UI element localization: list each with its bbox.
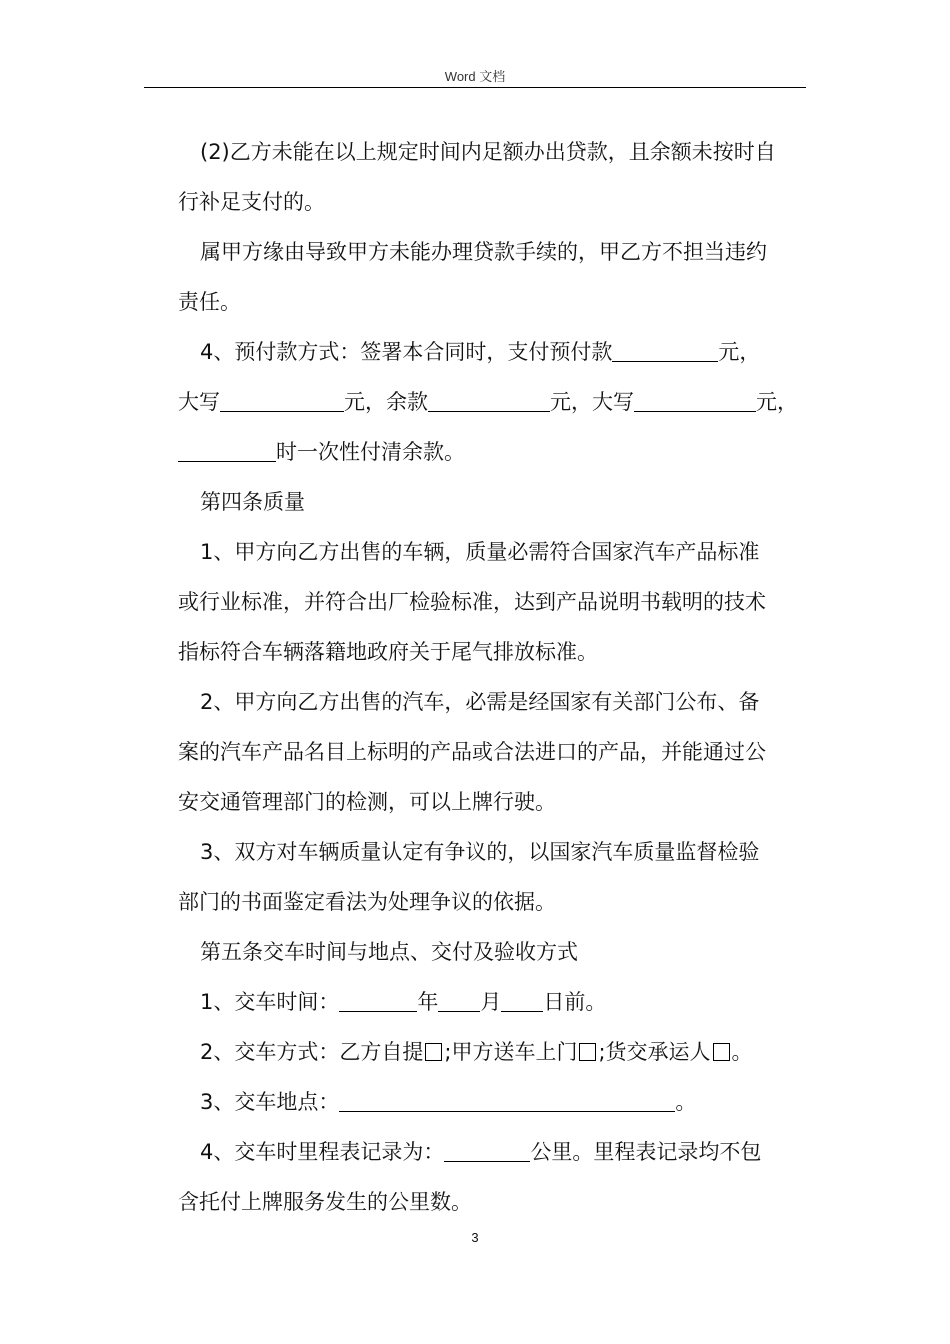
door-delivery-checkbox[interactable] (579, 1043, 596, 1061)
delivery-method-label: 2、交车方式： (200, 1040, 340, 1064)
delivery-place-blank (339, 1091, 675, 1112)
option-door-delivery: ;甲方送车上门 (444, 1040, 578, 1064)
page-number: 3 (471, 1230, 479, 1245)
carrier-checkbox[interactable] (713, 1043, 730, 1061)
balance-label: 元，余款 (344, 390, 428, 414)
page-header: Word 文档 (444, 69, 506, 84)
clause3-reason-line1: 属甲方缘由导致甲方未能办理贷款手续的，甲乙方不担当违约 (200, 240, 767, 264)
payoff-line (178, 438, 465, 466)
month-label: 月 (480, 990, 502, 1014)
delivery-time-line (200, 988, 606, 1016)
clause4-item3-line2: 部门的书面鉴定看法为处理争议的依据。 (178, 890, 556, 914)
day-blank (501, 991, 543, 1012)
option-carrier: ;货交承运人 (598, 1040, 711, 1064)
month-blank (438, 991, 480, 1012)
delivery-method-line (200, 1038, 753, 1066)
option-self-pickup: 乙方自提 (339, 1040, 424, 1064)
capital-amount-line (178, 388, 798, 416)
delivery-time-label: 1、交车时间： (200, 990, 340, 1014)
balance-capital-blank (634, 391, 756, 412)
payoff-text: 时一次性付清余款。 (276, 440, 465, 464)
odometer-line (200, 1138, 761, 1166)
clause4-item2-line1: 2、甲方向乙方出售的汽车，必需是经国家有关部门公布、备 (200, 690, 760, 714)
balance-amount-blank (428, 391, 550, 412)
prepayment-amount-blank (612, 341, 718, 362)
clause4-item3-line1: 3、双方对车辆质量认定有争议的，以国家汽车质量监督检验 (200, 840, 760, 864)
clause4-item2-line2: 案的汽车产品名目上标明的产品或合法进口的产品，并能通过公 (178, 740, 766, 764)
clause3-item2-line2: 行补足支付的。 (178, 190, 325, 214)
self-pickup-checkbox[interactable] (425, 1043, 442, 1061)
odometer-line2: 含托付上牌服务发生的公里数。 (178, 1190, 472, 1214)
prepayment-line (200, 338, 760, 366)
capital-amount-blank (220, 391, 344, 412)
odometer-blank (444, 1141, 530, 1162)
odometer-unit: 公里。里程表记录均不包 (530, 1140, 762, 1164)
day-label: 日前。 (543, 990, 607, 1014)
clause5-title: 第五条交车时间与地点、交付及验收方式 (200, 940, 578, 964)
clause3-reason-line2: 责任。 (178, 290, 241, 314)
year-label: 年 (417, 990, 439, 1014)
capital-label-1: 大写 (178, 390, 220, 414)
capital-label-2: 元，大写 (550, 390, 634, 414)
payoff-date-blank (178, 441, 276, 462)
prepayment-unit: 元， (718, 340, 761, 364)
clause3-item2-line1: (2)乙方未能在以上规定时间内足额办出贷款，且余额未按时自 (200, 140, 776, 164)
clause4-title: 第四条质量 (200, 490, 305, 514)
clause4-item1-line3: 指标符合车辆落籍地政府关于尾气排放标准。 (178, 640, 598, 664)
delivery-place-label: 3、交车地点： (200, 1090, 340, 1114)
delivery-place-line (200, 1088, 696, 1116)
method-end: 。 (731, 1040, 753, 1064)
clause4-item1-line1: 1、甲方向乙方出售的车辆，质量必需符合国家汽车产品标准 (200, 540, 760, 564)
clause4-item2-line3: 安交通管理部门的检测，可以上牌行驶。 (178, 790, 556, 814)
odometer-label: 4、交车时里程表记录为： (200, 1140, 445, 1164)
header-divider (144, 87, 806, 88)
clause4-item1-line2: 或行业标准，并符合出厂检验标准，达到产品说明书载明的技术 (178, 590, 766, 614)
prepayment-label: 4、预付款方式：签署本合同时，支付预付款 (200, 340, 613, 364)
year-blank (339, 991, 417, 1012)
place-end: 。 (675, 1090, 697, 1114)
capital-unit: 元， (756, 390, 798, 414)
